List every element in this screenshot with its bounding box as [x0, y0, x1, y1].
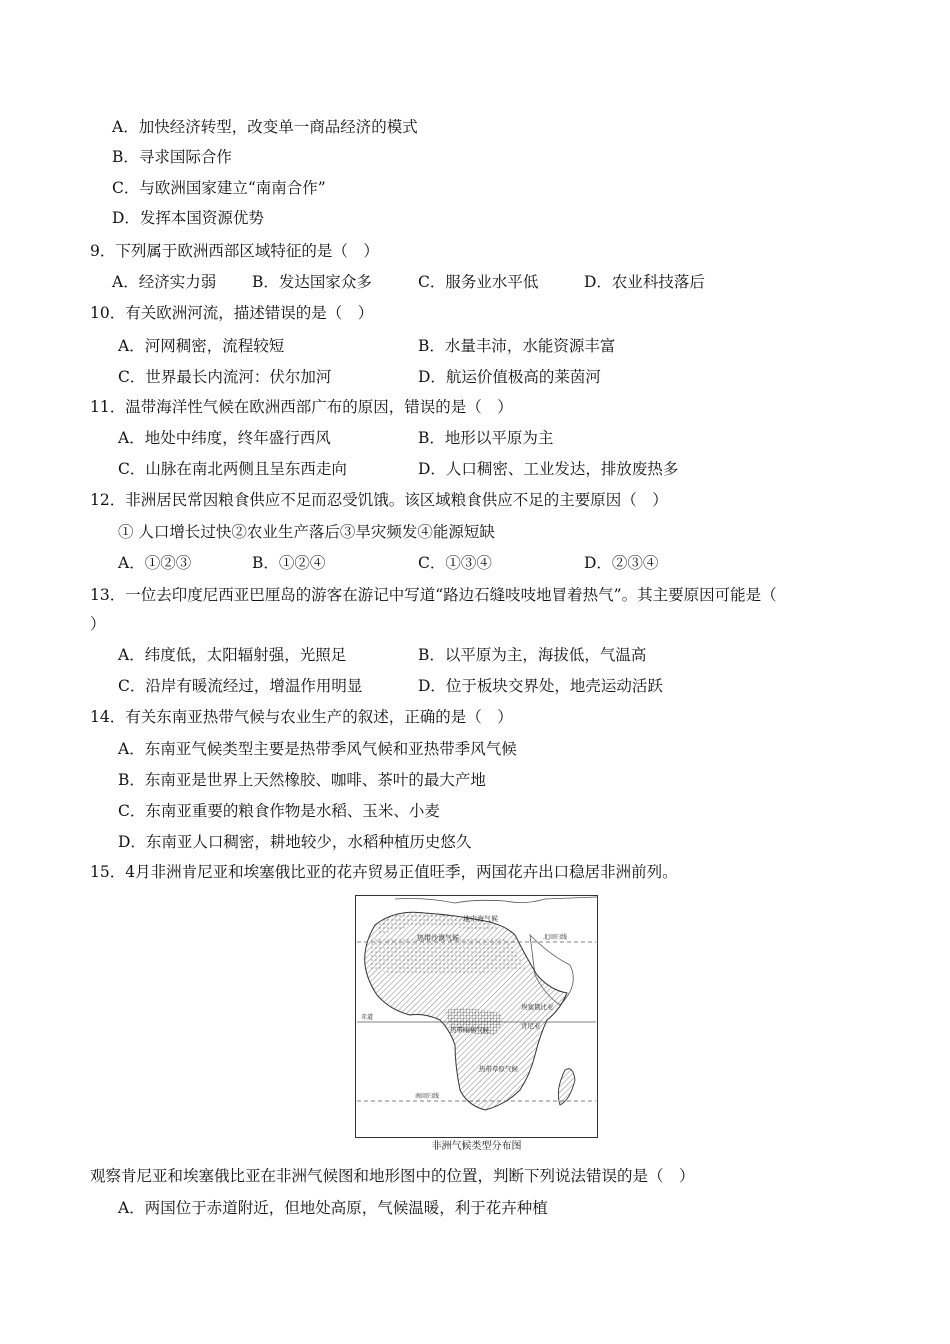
q9-option-a: A．经济实力弱 [112, 273, 217, 291]
label-desert: 热带沙漠气候 [417, 934, 459, 942]
label-tropic-north: 北回归线 [543, 934, 568, 941]
label-rainforest: 热带雨林气候 [450, 1026, 489, 1034]
q8-option-d: D．发挥本国资源优势 [112, 209, 264, 227]
label-ethiopia: 埃塞俄比亚 [521, 1003, 554, 1011]
label-equator: 赤道 [361, 1014, 374, 1021]
q10-option-a: A．河网稠密，流程较短 [118, 337, 285, 355]
q8-option-c: C．与欧洲国家建立“南南合作” [112, 179, 326, 197]
q14-option-c: C．东南亚重要的粮食作物是水稻、玉米、小麦 [118, 802, 440, 820]
q14-option-b: B．东南亚是世界上天然橡胶、咖啡、茶叶的最大产地 [118, 771, 486, 789]
q12-option-a: A．①②③ [118, 554, 192, 572]
q11-option-c: C．山脉在南北两侧且呈东西走向 [118, 460, 347, 478]
q11-stem: 11．温带海洋性气候在欧洲西部广布的原因，错误的是（ ） [90, 398, 513, 416]
q12-option-c: C．①③④ [418, 554, 492, 572]
q10-option-b: B．水量丰沛，水能资源丰富 [418, 337, 616, 355]
q9-option-c: C．服务业水平低 [418, 273, 539, 291]
label-kenya: 肯尼亚 [521, 1022, 541, 1030]
q9-stem: 9．下列属于欧洲西部区域特征的是（ ） [90, 242, 379, 260]
q14-option-a: A．东南亚气候类型主要是热带季风气候和亚热带季风气候 [118, 740, 517, 758]
q13-option-a: A．纬度低，太阳辐射强，光照足 [118, 646, 347, 664]
q9-option-d: D．农业科技落后 [584, 273, 705, 291]
q11-option-d: D．人口稠密、工业发达，排放废热多 [418, 460, 679, 478]
label-tropic-south: 南回归线 [415, 1093, 440, 1100]
label-mediterranean: 地中海气候 [463, 915, 498, 923]
q13-option-d: D．位于板块交界处，地壳运动活跃 [418, 677, 663, 695]
q12-option-b: B．①②④ [252, 554, 326, 572]
q15-stem: 15．4月非洲肯尼亚和埃塞俄比亚的花卉贸易正值旺季，两国花卉出口稳居非洲前列。 [90, 863, 678, 881]
q10-option-c: C．世界最长内流河：伏尔加河 [118, 368, 332, 386]
q10-option-d: D．航运价值极高的莱茵河 [418, 368, 601, 386]
q13-option-c: C．沿岸有暖流经过，增温作用明显 [118, 677, 363, 695]
q12-stem: 12．非洲居民常因粮食供应不足而忍受饥饿。该区域粮食供应不足的主要原因（ ） [90, 491, 668, 509]
q11-option-b: B．地形以平原为主 [418, 429, 554, 447]
q14-option-d: D．东南亚人口稠密，耕地较少，水稻种植历史悠久 [118, 833, 472, 851]
q10-stem: 10．有关欧洲河流，描述错误的是（ ） [90, 304, 374, 322]
q13-stem-cont: ） [90, 615, 106, 633]
q9-option-b: B．发达国家众多 [252, 273, 372, 291]
q13-option-b: B．以平原为主，海拔低，气温高 [418, 646, 647, 664]
q15-option-a: A．两国位于赤道附近，但地处高原，气候温暖，利于花卉种植 [118, 1199, 548, 1217]
q11-option-a: A．地处中纬度，终年盛行西风 [118, 429, 331, 447]
africa-climate-map [355, 895, 598, 1138]
label-savanna: 热带草原气候 [479, 1065, 518, 1073]
q12-items: ① 人口增长过快②农业生产落后③旱灾频发④能源短缺 [118, 523, 495, 541]
q8-option-a: A．加快经济转型，改变单一商品经济的模式 [112, 118, 418, 136]
map-caption: 非洲气候类型分布图 [431, 1141, 522, 1152]
q14-stem: 14．有关东南亚热带气候与农业生产的叙述，正确的是（ ） [90, 708, 513, 726]
q8-option-b: B．寻求国际合作 [112, 148, 232, 166]
q13-stem: 13．一位去印度尼西亚巴厘岛的游客在游记中写道“路边石缝吱吱地冒着热气”。其主要原因可能是（ [90, 586, 777, 604]
q15-question: 观察肯尼亚和埃塞俄比亚在非洲气候图和地形图中的位置，判断下列说法错误的是（ ） [90, 1167, 695, 1185]
q12-option-d: D．②③④ [584, 554, 659, 572]
